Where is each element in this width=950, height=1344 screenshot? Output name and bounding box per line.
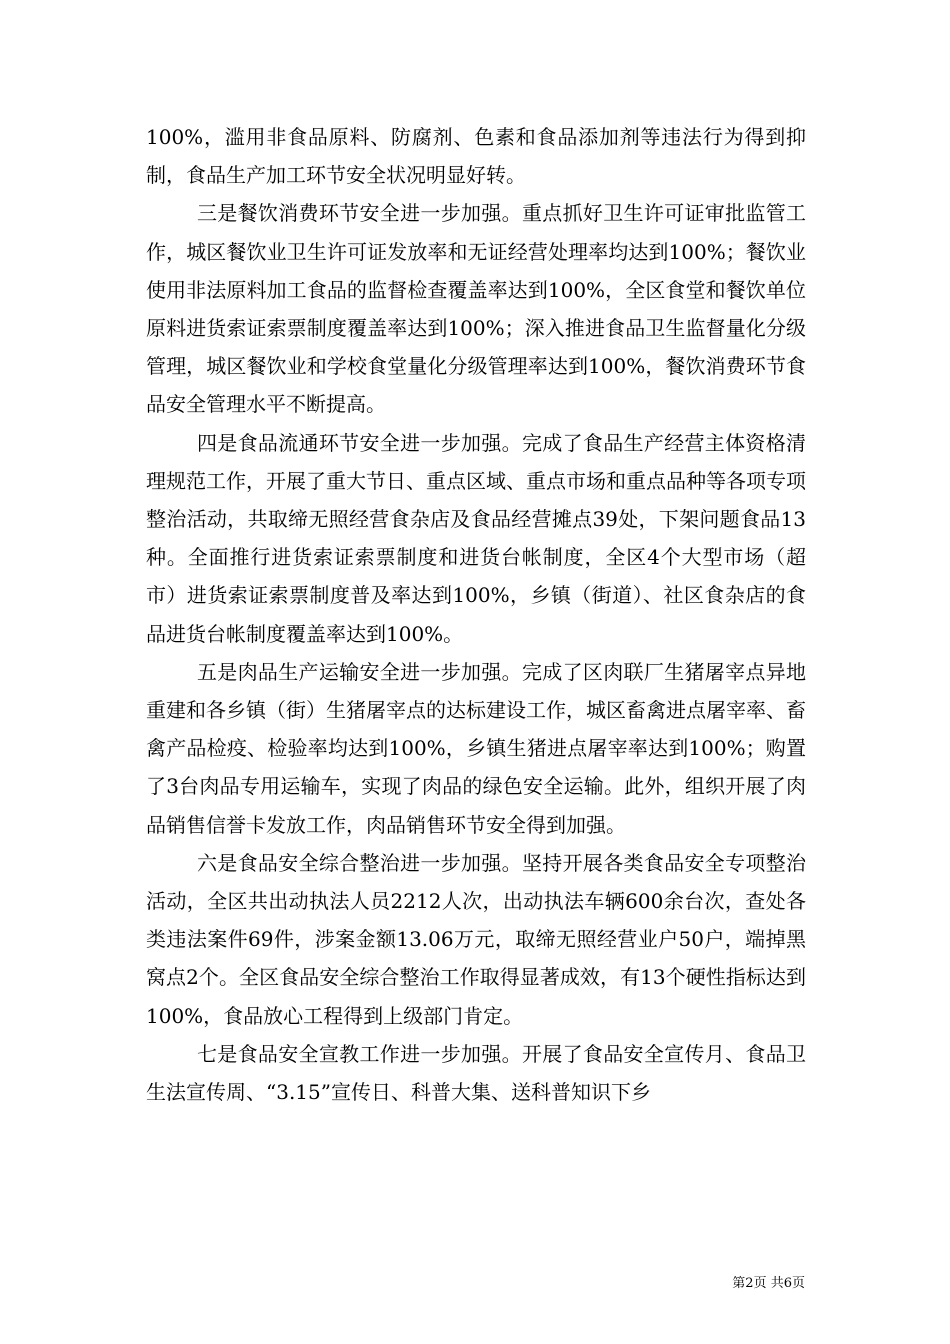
footer-current-page: 2	[745, 1276, 754, 1291]
paragraph: 四是食品流通环节安全进一步加强。完成了食品生产经营主体资格清理规范工作，开展了重大节日、重点区域、重点市场和重点品种等各项专项整治活动，共取缔无照经营食杂店及食品经营摊点39处，下架问题食品13种。全面推行进货索证索票制度和进货台帐制度，全区4个大型市场（超市）进货索证索票制度普及率达到100%，乡镇（街道）、社区食杂店的食品进货台帐制度覆盖率达到100%。	[146, 430, 806, 646]
footer-total-pages: 6	[783, 1276, 792, 1291]
paragraph: 100%，滥用非食品原料、防腐剂、色素和食品添加剂等违法行为得到抑制，食品生产加工环节安全状况明显好转。	[146, 125, 806, 188]
page-number-footer	[732, 1276, 805, 1292]
document-body	[146, 118, 806, 1111]
paragraph: 六是食品安全综合整治进一步加强。坚持开展各类食品安全专项整治活动，全区共出动执法人员2212人次，出动执法车辆600余台次，查处各类违法案件69件，涉案金额13.06万元，取缔无照经营业户50户，端掉黑窝点2个。全区食品安全综合整治工作取得显著成效，有13个硬性指标达到100%，食品放心工程得到上级部门肯定。	[146, 850, 806, 1028]
paragraph: 五是肉品生产运输安全进一步加强。完成了区肉联厂生猪屠宰点异地重建和各乡镇（街）生猪屠宰点的达标建设工作，城区畜禽进点屠宰率、畜禽产品检疫、检验率均达到100%，乡镇生猪进点屠宰率达到100%；购置了3台肉品专用运输车，实现了肉品的绿色安全运输。此外，组织开展了肉品销售信誉卡发放工作，肉品销售环节安全得到加强。	[146, 659, 806, 837]
paragraph: 三是餐饮消费环节安全进一步加强。重点抓好卫生许可证审批监管工作，城区餐饮业卫生许可证发放率和无证经营处理率均达到100%；餐饮业使用非法原料加工食品的监督检查覆盖率达到100%，全区食堂和餐饮单位原料进货索证索票制度覆盖率达到100%；深入推进食品卫生监督量化分级管理，城区餐饮业和学校食堂量化分级管理率达到100%，餐饮消费环节食品安全管理水平不断提高。	[146, 201, 806, 417]
footer-prefix: 第	[732, 1276, 746, 1291]
footer-middle: 页 共	[753, 1276, 784, 1291]
footer-suffix: 页	[791, 1276, 805, 1291]
paragraph: 七是食品安全宣教工作进一步加强。开展了食品安全宣传月、食品卫生法宣传周、“3.15”宣传日、科普大集、送科普知识下乡	[146, 1041, 806, 1105]
